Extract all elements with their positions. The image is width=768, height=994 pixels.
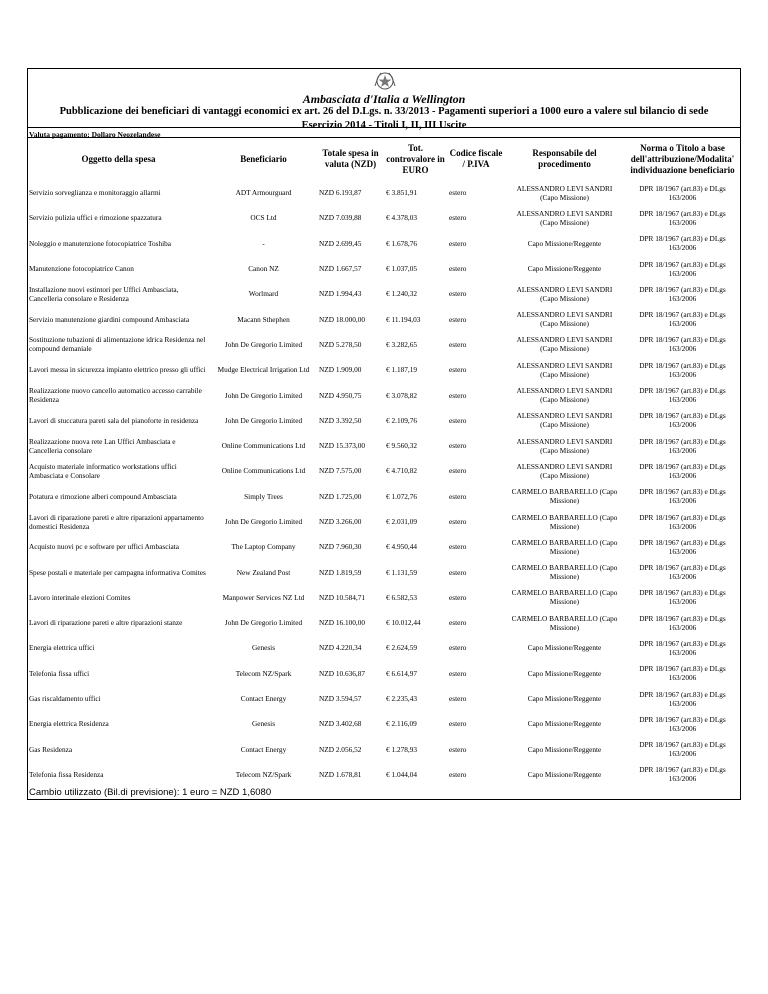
page-subtitle <box>27 105 741 133</box>
cell-responsabile: Capo Missione/Reggente <box>527 744 602 754</box>
cell-beneficiario: The Laptop Company <box>231 542 296 552</box>
cell-beneficiario: Genesis <box>251 719 276 729</box>
cell-eur: € 1.044,04 <box>386 769 418 779</box>
cell-codice-fiscale: estero <box>449 188 467 198</box>
cell-norma: DPR 18/1967 (art.83) e DLgs 163/2006 <box>639 386 726 405</box>
cell-codice-fiscale: estero <box>449 441 467 451</box>
cell-codice-fiscale: estero <box>449 643 467 653</box>
currency-label: Valuta pagamento: Dollaro Neozelandese <box>29 130 161 139</box>
table-row <box>27 256 741 281</box>
cell-beneficiario: Telecom NZ/Spark <box>235 769 292 779</box>
table-row <box>27 737 741 762</box>
cell-oggetto: Sostituzione tubazioni di alimentazione idrica Residenza nel compound demaniale <box>29 335 206 354</box>
cell-oggetto: Telefonia fissa uffici <box>29 668 90 678</box>
cell-oggetto: Installazione nuovi estintori per Uffici Ambasciata, Cancelleria consolare e Residenza <box>29 284 179 303</box>
cell-beneficiario: Mudge Electrical Irrigation Ltd <box>217 365 310 375</box>
cell-beneficiario: John De Gregorio Limited <box>224 415 303 425</box>
cell-oggetto: Energia elettrica Residenza <box>29 719 109 729</box>
cell-eur: € 3.851,91 <box>386 188 418 198</box>
cell-nzd: NZD 18.000,00 <box>319 314 366 324</box>
cell-responsabile: Capo Missione/Reggente <box>527 719 602 729</box>
cell-norma: DPR 18/1967 (art.83) e DLgs 163/2006 <box>639 714 726 733</box>
table-row <box>27 408 741 433</box>
cell-codice-fiscale: estero <box>449 491 467 501</box>
cell-eur: € 4.710,82 <box>386 466 418 476</box>
cell-oggetto: Servizio sorveglianza e monitoraggio allarmi <box>29 188 161 198</box>
cell-oggetto: Servizio manutenzione giardini compound Ambasciata <box>29 314 190 324</box>
cell-nzd: NZD 3.594,57 <box>319 694 362 704</box>
cell-codice-fiscale: estero <box>449 264 467 274</box>
cell-beneficiario: Contact Energy <box>240 744 287 754</box>
cell-nzd: NZD 4.220,34 <box>319 643 362 653</box>
cell-responsabile: Capo Missione/Reggente <box>527 264 602 274</box>
cell-codice-fiscale: estero <box>449 339 467 349</box>
table-header-row <box>27 138 741 180</box>
cell-codice-fiscale: estero <box>449 668 467 678</box>
cell-oggetto: Spese postali e materiale per campagna informativa Comites <box>29 567 206 577</box>
cell-norma: DPR 18/1967 (art.83) e DLgs 163/2006 <box>639 411 726 430</box>
table-row <box>27 635 741 660</box>
cell-nzd: NZD 2.699,45 <box>319 238 362 248</box>
cell-nzd: NZD 2.056,52 <box>319 744 362 754</box>
cell-oggetto: Lavori di stuccatura pareti sala del pianoforte in residenza <box>29 415 199 425</box>
cell-eur: € 6.582,53 <box>386 592 418 602</box>
cell-eur: € 1.131,59 <box>386 567 418 577</box>
cell-nzd: NZD 7.039,88 <box>319 213 362 223</box>
cell-responsabile: ALESSANDRO LEVI SANDRI (Capo Missione) <box>516 310 613 329</box>
cell-codice-fiscale: estero <box>449 289 467 299</box>
table-row <box>27 484 741 509</box>
cell-responsabile: Capo Missione/Reggente <box>527 668 602 678</box>
cell-nzd: NZD 5.278,50 <box>319 339 362 349</box>
cell-codice-fiscale: estero <box>449 618 467 628</box>
emblem-icon <box>371 70 399 92</box>
column-header: Responsabile del procedimento <box>532 148 597 169</box>
cell-nzd: NZD 15.373,00 <box>319 441 366 451</box>
cell-nzd: NZD 1.909,00 <box>319 365 362 375</box>
table-row <box>27 762 741 787</box>
cell-beneficiario: John De Gregorio Limited <box>224 339 303 349</box>
cell-responsabile: Capo Missione/Reggente <box>527 694 602 704</box>
cell-oggetto: Acquisto nuovi pc e software per uffici Ambasciata <box>29 542 180 552</box>
table-row <box>27 509 741 534</box>
cell-norma: DPR 18/1967 (art.83) e DLgs 163/2006 <box>639 461 726 480</box>
table-row <box>27 610 741 635</box>
cell-oggetto: Potatura e rimozione alberi compound Ambasciata <box>29 491 177 501</box>
table-row <box>27 559 741 584</box>
table-row <box>27 231 741 256</box>
table-row <box>27 306 741 331</box>
cell-responsabile: CARMELO BARBARELLO (Capo Missione) <box>511 613 618 632</box>
cell-nzd: NZD 7.575,00 <box>319 466 362 476</box>
cell-nzd: NZD 1.725,00 <box>319 491 362 501</box>
cell-responsabile: ALESSANDRO LEVI SANDRI (Capo Missione) <box>516 461 613 480</box>
cell-codice-fiscale: estero <box>449 567 467 577</box>
cell-responsabile: Capo Missione/Reggente <box>527 769 602 779</box>
cell-oggetto: Realizzazione nuovo cancello automatico accesso carrabile Residenza <box>29 386 202 405</box>
cell-eur: € 2.624,59 <box>386 643 418 653</box>
cell-oggetto: Manutenzione fotocopiatrice Canon <box>29 264 134 274</box>
cell-responsabile: CARMELO BARBARELLO (Capo Missione) <box>511 537 618 556</box>
cell-oggetto: Lavori di riparazione pareti e altre riparazioni appartamento domestici Residenza <box>29 512 204 531</box>
column-header: Oggetto della spesa <box>81 153 156 164</box>
cell-codice-fiscale: estero <box>449 694 467 704</box>
cell-norma: DPR 18/1967 (art.83) e DLgs 163/2006 <box>639 765 726 784</box>
cell-responsabile: ALESSANDRO LEVI SANDRI (Capo Missione) <box>516 436 613 455</box>
cell-nzd: NZD 3.402,68 <box>319 719 362 729</box>
cell-beneficiario: John De Gregorio Limited <box>224 517 303 526</box>
table-row <box>27 686 741 711</box>
cell-oggetto: Lavori messa in sicurezza impianto elettrico presso gli uffici <box>29 365 206 375</box>
table-row <box>27 205 741 230</box>
cell-codice-fiscale: estero <box>449 213 467 223</box>
subtitle-line-2: Esercizio 2014 - Titoli I, II, III Uscite <box>301 120 467 131</box>
cell-responsabile: CARMELO BARBARELLO (Capo Missione) <box>511 563 618 582</box>
cell-norma: DPR 18/1967 (art.83) e DLgs 163/2006 <box>639 183 726 202</box>
column-header: Tot. controvalore in EURO <box>386 142 445 175</box>
cell-codice-fiscale: estero <box>449 744 467 754</box>
cell-norma: DPR 18/1967 (art.83) e DLgs 163/2006 <box>639 537 726 556</box>
cell-beneficiario: OCS Ltd <box>250 213 277 223</box>
cell-nzd: NZD 6.193,87 <box>319 188 362 198</box>
cell-eur: € 4.378,03 <box>386 213 418 223</box>
cell-oggetto: Gas Residenza <box>29 744 73 754</box>
cell-norma: DPR 18/1967 (art.83) e DLgs 163/2006 <box>639 208 726 227</box>
cell-beneficiario: - <box>262 238 265 248</box>
cell-norma: DPR 18/1967 (art.83) e DLgs 163/2006 <box>639 234 726 253</box>
cell-eur: € 1.037,05 <box>386 264 418 274</box>
cell-nzd: NZD 1.678,81 <box>319 769 362 779</box>
cell-nzd: NZD 10.636,87 <box>319 668 366 678</box>
cell-beneficiario: Telecom NZ/Spark <box>235 668 292 678</box>
cell-eur: € 11.194,03 <box>386 314 421 324</box>
cell-beneficiario: John De Gregorio Limited <box>224 390 303 400</box>
cell-beneficiario: Canon NZ <box>248 264 279 274</box>
cell-responsabile: ALESSANDRO LEVI SANDRI (Capo Missione) <box>516 411 613 430</box>
cell-nzd: NZD 1.667,57 <box>319 264 362 274</box>
cell-oggetto: Energia elettrica uffici <box>29 643 95 653</box>
cell-eur: € 2.109,76 <box>386 415 418 425</box>
cell-eur: € 2.116,09 <box>386 719 417 729</box>
cell-oggetto: Servizio pulizia uffici e rimozione spazzatura <box>29 213 162 223</box>
cell-beneficiario: New Zealand Post <box>236 567 291 577</box>
cell-norma: DPR 18/1967 (art.83) e DLgs 163/2006 <box>639 487 726 506</box>
cell-nzd: NZD 4.950,75 <box>319 390 362 400</box>
cell-codice-fiscale: estero <box>449 390 467 400</box>
cell-eur: € 1.278,93 <box>386 744 418 754</box>
table-row <box>27 661 741 686</box>
cell-norma: DPR 18/1967 (art.83) e DLgs 163/2006 <box>639 613 726 632</box>
cell-beneficiario: Contact Energy <box>240 694 287 704</box>
cell-codice-fiscale: estero <box>449 466 467 476</box>
column-header: Codice fiscale / P.IVA <box>449 148 503 169</box>
cell-eur: € 6.614,97 <box>386 668 418 678</box>
exchange-rate-note: Cambio utilizzato (Bil.di previsione): 1 euro = NZD 1,6080 <box>29 787 272 798</box>
payments-table <box>27 138 741 787</box>
cell-oggetto: Telefonia fissa Residenza <box>29 769 104 779</box>
divider <box>27 127 741 128</box>
table-row <box>27 433 741 458</box>
cell-codice-fiscale: estero <box>449 415 467 425</box>
cell-eur: € 10.012,44 <box>386 618 421 628</box>
cell-eur: € 1.240,32 <box>386 289 418 299</box>
cell-responsabile: CARMELO BARBARELLO (Capo Missione) <box>511 512 618 531</box>
cell-eur: € 1.187,19 <box>386 365 418 375</box>
cell-responsabile: Capo Missione/Reggente <box>527 238 602 248</box>
cell-codice-fiscale: estero <box>449 542 467 552</box>
cell-nzd: NZD 3.392,50 <box>319 415 362 425</box>
cell-eur: € 4.950,44 <box>386 542 418 552</box>
table-row <box>27 332 741 357</box>
cell-beneficiario: Online Communications Ltd <box>221 441 306 451</box>
cell-oggetto: Lavori di riparazione pareti e altre riparazioni stanze <box>29 618 183 628</box>
cell-codice-fiscale: estero <box>449 517 467 526</box>
cell-eur: € 9.560,32 <box>386 441 418 451</box>
column-header: Beneficiario <box>240 153 287 164</box>
cell-responsabile: ALESSANDRO LEVI SANDRI (Capo Missione) <box>516 284 613 303</box>
cell-nzd: NZD 7.960,30 <box>319 542 362 552</box>
cell-eur: € 2.031,09 <box>386 517 418 526</box>
cell-eur: € 2.235,43 <box>386 694 418 704</box>
cell-responsabile: Capo Missione/Reggente <box>527 643 602 653</box>
cell-eur: € 3.078,82 <box>386 390 418 400</box>
cell-nzd: NZD 16.100,00 <box>319 618 366 628</box>
cell-responsabile: ALESSANDRO LEVI SANDRI (Capo Missione) <box>516 386 613 405</box>
page-title: Ambasciata d'Italia a Wellington <box>302 92 466 106</box>
table-row <box>27 585 741 610</box>
cell-nzd: NZD 10.584,71 <box>319 592 366 602</box>
cell-nzd: NZD 1.994,43 <box>319 289 362 299</box>
cell-oggetto: Lavoro interinale elezioni Comites <box>29 592 131 602</box>
cell-eur: € 1.678,76 <box>386 238 418 248</box>
cell-eur: € 1.072,76 <box>386 491 418 501</box>
cell-norma: DPR 18/1967 (art.83) e DLgs 163/2006 <box>639 259 726 278</box>
cell-codice-fiscale: estero <box>449 314 467 324</box>
cell-norma: DPR 18/1967 (art.83) e DLgs 163/2006 <box>639 638 726 657</box>
cell-codice-fiscale: estero <box>449 719 467 729</box>
cell-responsabile: ALESSANDRO LEVI SANDRI (Capo Missione) <box>516 360 613 379</box>
cell-codice-fiscale: estero <box>449 238 467 248</box>
cell-responsabile: ALESSANDRO LEVI SANDRI (Capo Missione) <box>516 208 613 227</box>
subtitle-line-1: Pubblicazione dei beneficiari di vantaggi economici ex art. 26 del D.Lgs. n. 33/2013 - Pagamenti superiori a 1000 euro a valere sul bilancio di sede <box>59 106 709 117</box>
cell-responsabile: ALESSANDRO LEVI SANDRI (Capo Missione) <box>516 335 613 354</box>
table-row <box>27 382 741 407</box>
cell-responsabile: CARMELO BARBARELLO (Capo Missione) <box>511 588 618 607</box>
cell-norma: DPR 18/1967 (art.83) e DLgs 163/2006 <box>639 284 726 303</box>
cell-beneficiario: Macann Sthephen <box>237 314 290 324</box>
cell-norma: DPR 18/1967 (art.83) e DLgs 163/2006 <box>639 588 726 607</box>
cell-beneficiario: Manpower Services NZ Ltd <box>222 592 305 602</box>
cell-codice-fiscale: estero <box>449 769 467 779</box>
cell-nzd: NZD 3.266,00 <box>319 517 362 526</box>
cell-oggetto: Acquisto materiale informatico workstations uffici Ambasciata e Consolare <box>29 461 177 480</box>
cell-beneficiario: John De Gregorio Limited <box>224 618 303 628</box>
cell-norma: DPR 18/1967 (art.83) e DLgs 163/2006 <box>639 689 726 708</box>
cell-beneficiario: Online Communications Ltd <box>221 466 306 476</box>
cell-oggetto: Noleggio e manutenzione fotocopiatrice Toshiba <box>29 238 172 248</box>
column-header: Totale spesa in valuta (NZD) <box>322 148 379 169</box>
table-row <box>27 458 741 483</box>
cell-eur: € 3.282,65 <box>386 339 418 349</box>
cell-norma: DPR 18/1967 (art.83) e DLgs 163/2006 <box>639 360 726 379</box>
cell-norma: DPR 18/1967 (art.83) e DLgs 163/2006 <box>639 335 726 354</box>
table-row <box>27 534 741 559</box>
cell-nzd: NZD 1.819,59 <box>319 567 362 577</box>
cell-beneficiario: ADT Armourguard <box>235 188 292 198</box>
cell-norma: DPR 18/1967 (art.83) e DLgs 163/2006 <box>639 664 726 683</box>
cell-norma: DPR 18/1967 (art.83) e DLgs 163/2006 <box>639 740 726 759</box>
table-row <box>27 281 741 306</box>
cell-beneficiario: Simply Trees <box>244 491 283 501</box>
cell-norma: DPR 18/1967 (art.83) e DLgs 163/2006 <box>639 563 726 582</box>
cell-oggetto: Gas riscaldamento uffici <box>29 694 101 704</box>
table-row <box>27 711 741 736</box>
cell-norma: DPR 18/1967 (art.83) e DLgs 163/2006 <box>639 436 726 455</box>
cell-norma: DPR 18/1967 (art.83) e DLgs 163/2006 <box>639 512 726 531</box>
table-row <box>27 180 741 205</box>
cell-responsabile: CARMELO BARBARELLO (Capo Missione) <box>511 487 618 506</box>
cell-beneficiario: Worlmard <box>248 289 279 299</box>
cell-responsabile: ALESSANDRO LEVI SANDRI (Capo Missione) <box>516 183 613 202</box>
cell-beneficiario: Genesis <box>251 643 276 653</box>
column-header: Norma o Titolo a base dell'attribuzione/Modalita' individuazione beneficiario <box>630 142 735 175</box>
cell-codice-fiscale: estero <box>449 365 467 375</box>
cell-oggetto: Realizzazione nuova rete Lan Uffici Ambasciata e Cancelleria consolare <box>29 436 176 455</box>
table-row <box>27 357 741 382</box>
cell-norma: DPR 18/1967 (art.83) e DLgs 163/2006 <box>639 310 726 329</box>
cell-codice-fiscale: estero <box>449 592 467 602</box>
